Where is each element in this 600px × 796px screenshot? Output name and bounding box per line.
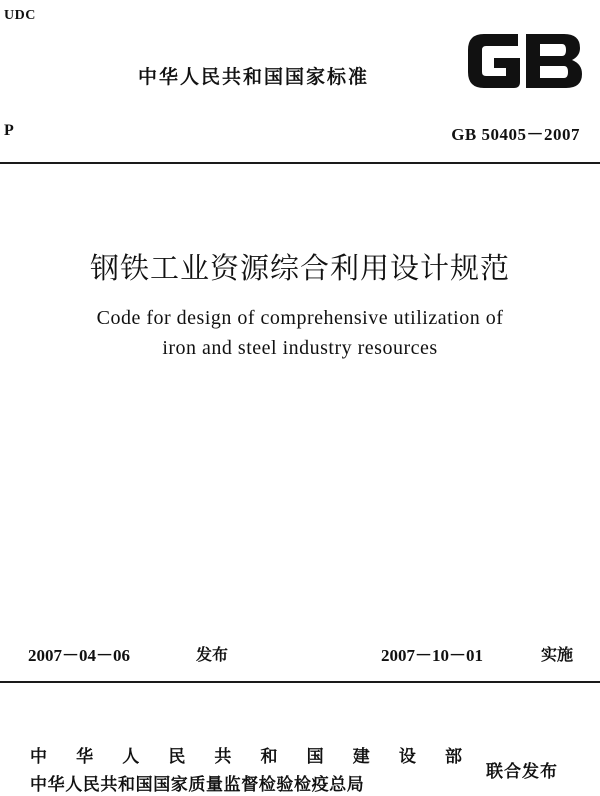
implementation-date: 2007－10－01 [381, 646, 483, 665]
issuer-ministry-construction: 中 华 人 民 共 和 国 建 设 部 [30, 747, 462, 767]
national-standard-label: 中华人民共和国国家标准 [138, 66, 370, 88]
issue-date: 2007－04－06 [28, 646, 130, 665]
document-title-chinese: 钢铁工业资源综合利用设计规范 [89, 251, 510, 285]
implementation-label: 实施 [541, 645, 574, 664]
document-title-english-line1: Code for design of comprehensive utilization of [96, 307, 504, 329]
document-title-english-line2: iron and steel industry resources [162, 337, 438, 359]
standard-number: GB 50405－2007 [451, 125, 580, 144]
udc-code: UDC [4, 8, 36, 23]
top-divider [0, 162, 600, 164]
joint-issue-label: 联合发布 [486, 762, 558, 782]
bottom-divider [0, 681, 600, 683]
issuer-aqsiq: 中华人民共和国国家质量监督检验检疫总局 [30, 775, 365, 795]
category-code: P [4, 122, 14, 139]
gb-logo-icon [462, 28, 586, 94]
issue-label: 发布 [196, 645, 229, 664]
